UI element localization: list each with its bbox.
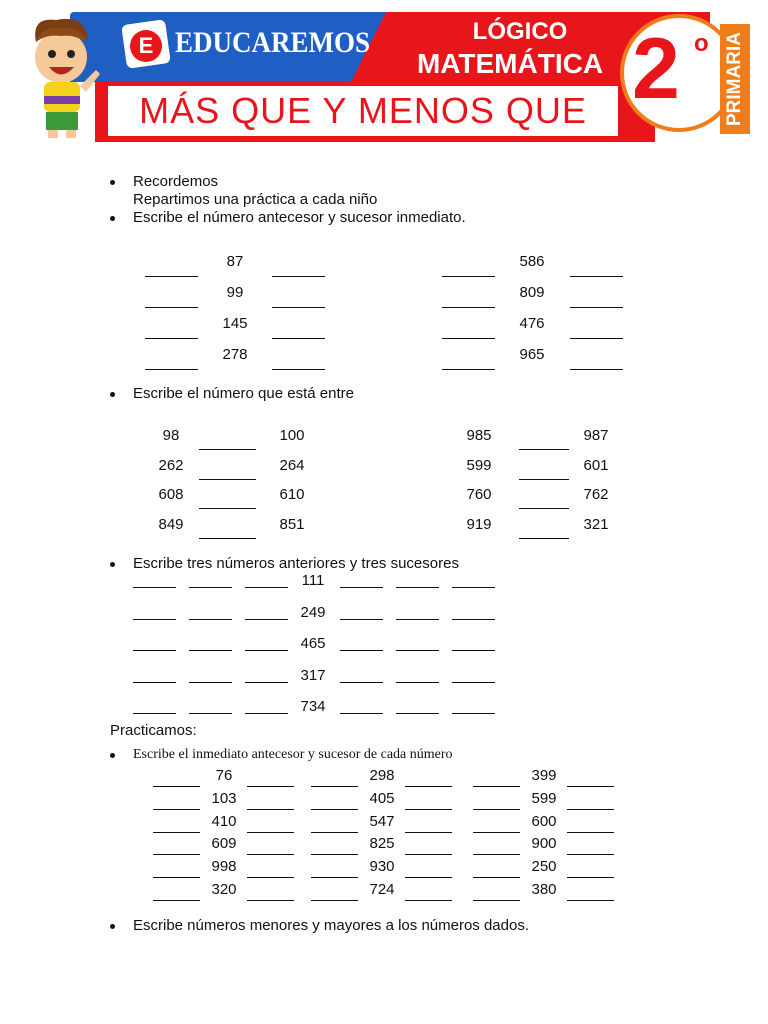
answer-blank[interactable] bbox=[340, 650, 383, 651]
given-number: 262 bbox=[158, 456, 184, 474]
answer-blank[interactable] bbox=[145, 338, 198, 339]
given-number: 547 bbox=[369, 812, 395, 830]
answer-blank[interactable] bbox=[145, 369, 198, 370]
answer-blank[interactable] bbox=[396, 713, 439, 714]
answer-blank[interactable] bbox=[189, 650, 232, 651]
answer-blank[interactable] bbox=[311, 809, 358, 810]
answer-blank[interactable] bbox=[570, 369, 623, 370]
given-number: 410 bbox=[211, 812, 237, 830]
given-number: 724 bbox=[369, 881, 395, 898]
answer-blank[interactable] bbox=[452, 587, 495, 588]
answer-blank[interactable] bbox=[153, 809, 200, 810]
given-number: 399 bbox=[531, 767, 557, 784]
answer-blank[interactable] bbox=[153, 900, 200, 901]
answer-blank[interactable] bbox=[133, 682, 176, 683]
practice-instruction: Escribe el inmediato antecesor y sucesor de cada número bbox=[133, 747, 453, 762]
answer-blank[interactable] bbox=[153, 854, 200, 855]
answer-blank[interactable] bbox=[199, 508, 256, 509]
answer-blank[interactable] bbox=[405, 877, 452, 878]
given-number: 586 bbox=[519, 253, 545, 270]
answer-blank[interactable] bbox=[245, 650, 288, 651]
answer-blank[interactable] bbox=[189, 682, 232, 683]
answer-blank[interactable] bbox=[442, 369, 495, 370]
given-number: 278 bbox=[222, 346, 248, 363]
answer-blank[interactable] bbox=[567, 877, 614, 878]
given-number: 809 bbox=[519, 284, 545, 301]
answer-blank[interactable] bbox=[567, 854, 614, 855]
brand-name: EDUCAREMOS bbox=[175, 26, 371, 59]
answer-blank[interactable] bbox=[452, 713, 495, 714]
answer-blank[interactable] bbox=[245, 587, 288, 588]
answer-blank[interactable] bbox=[133, 619, 176, 620]
given-number: 608 bbox=[158, 486, 184, 503]
given-number: 851 bbox=[279, 515, 305, 533]
given-number: 998 bbox=[211, 858, 237, 876]
answer-blank[interactable] bbox=[519, 508, 569, 509]
answer-blank[interactable] bbox=[570, 338, 623, 339]
answer-blank[interactable] bbox=[396, 682, 439, 683]
bullet-icon bbox=[110, 562, 115, 567]
answer-blank[interactable] bbox=[570, 276, 623, 277]
answer-blank[interactable] bbox=[519, 479, 569, 480]
answer-blank[interactable] bbox=[567, 809, 614, 810]
given-number: 111 bbox=[301, 572, 325, 589]
given-number: 599 bbox=[531, 789, 557, 807]
given-number: 76 bbox=[215, 767, 233, 784]
answer-blank[interactable] bbox=[199, 449, 256, 450]
page-title: MÁS QUE Y MENOS QUE bbox=[139, 90, 587, 131]
intro-line-3: Escribe el número antecesor y sucesor inmediato. bbox=[133, 209, 466, 226]
given-number: 250 bbox=[531, 858, 557, 876]
answer-blank[interactable] bbox=[340, 713, 383, 714]
answer-blank[interactable] bbox=[189, 587, 232, 588]
answer-blank[interactable] bbox=[396, 650, 439, 651]
bullet-icon bbox=[110, 753, 115, 758]
answer-blank[interactable] bbox=[311, 786, 358, 787]
bullet-icon bbox=[110, 216, 115, 221]
practice-heading: Practicamos: bbox=[110, 722, 197, 739]
subject-line-1: LÓGICO bbox=[472, 18, 568, 45]
answer-blank[interactable] bbox=[272, 369, 325, 370]
given-number: 610 bbox=[279, 486, 305, 503]
answer-blank[interactable] bbox=[153, 877, 200, 878]
answer-blank[interactable] bbox=[145, 307, 198, 308]
answer-blank[interactable] bbox=[473, 854, 520, 855]
given-number: 320 bbox=[211, 881, 237, 898]
answer-blank[interactable] bbox=[133, 713, 176, 714]
given-number: 930 bbox=[369, 858, 395, 876]
answer-blank[interactable] bbox=[473, 877, 520, 878]
given-number: 103 bbox=[211, 789, 237, 807]
answer-blank[interactable] bbox=[570, 307, 623, 308]
given-number: 734 bbox=[300, 698, 326, 715]
given-number: 87 bbox=[226, 253, 244, 270]
answer-blank[interactable] bbox=[145, 276, 198, 277]
answer-blank[interactable] bbox=[340, 587, 383, 588]
answer-blank[interactable] bbox=[245, 713, 288, 714]
answer-blank[interactable] bbox=[405, 809, 452, 810]
answer-blank[interactable] bbox=[311, 832, 358, 833]
given-number: 465 bbox=[300, 635, 326, 652]
answer-blank[interactable] bbox=[473, 786, 520, 787]
cartoon-boy-icon bbox=[16, 12, 106, 142]
answer-blank[interactable] bbox=[473, 900, 520, 901]
answer-blank[interactable] bbox=[199, 479, 256, 480]
given-number: 321 bbox=[583, 515, 609, 533]
answer-blank[interactable] bbox=[452, 619, 495, 620]
given-number: 601 bbox=[583, 456, 609, 474]
grade-suffix: o bbox=[694, 30, 709, 57]
answer-blank[interactable] bbox=[452, 682, 495, 683]
answer-blank[interactable] bbox=[311, 877, 358, 878]
subject-line-2: MATEMÁTICA bbox=[416, 48, 604, 79]
answer-blank[interactable] bbox=[567, 900, 614, 901]
given-number: 476 bbox=[519, 315, 545, 332]
given-number: 762 bbox=[583, 486, 609, 503]
given-number: 405 bbox=[369, 789, 395, 807]
given-number: 99 bbox=[226, 284, 244, 301]
answer-blank[interactable] bbox=[133, 650, 176, 651]
given-number: 760 bbox=[466, 486, 492, 503]
answer-blank[interactable] bbox=[247, 877, 294, 878]
answer-blank[interactable] bbox=[405, 854, 452, 855]
answer-blank[interactable] bbox=[311, 854, 358, 855]
given-number: 298 bbox=[369, 767, 395, 784]
answer-blank[interactable] bbox=[247, 900, 294, 901]
bullet-icon bbox=[110, 180, 115, 185]
given-number: 599 bbox=[466, 456, 492, 474]
given-number: 380 bbox=[531, 881, 557, 898]
answer-blank[interactable] bbox=[272, 338, 325, 339]
answer-blank[interactable] bbox=[442, 276, 495, 277]
answer-blank[interactable] bbox=[340, 682, 383, 683]
answer-blank[interactable] bbox=[519, 538, 569, 539]
bullet-icon bbox=[110, 392, 115, 397]
given-number: 317 bbox=[300, 666, 326, 684]
answer-blank[interactable] bbox=[567, 832, 614, 833]
answer-blank[interactable] bbox=[153, 832, 200, 833]
given-number: 919 bbox=[466, 515, 492, 533]
answer-blank[interactable] bbox=[189, 619, 232, 620]
answer-blank[interactable] bbox=[245, 619, 288, 620]
answer-blank[interactable] bbox=[519, 449, 569, 450]
bullet-icon bbox=[110, 924, 115, 929]
given-number: 264 bbox=[279, 456, 305, 474]
answer-blank[interactable] bbox=[247, 809, 294, 810]
given-number: 249 bbox=[300, 603, 326, 621]
answer-blank[interactable] bbox=[340, 619, 383, 620]
header-banner bbox=[0, 0, 768, 150]
answer-blank[interactable] bbox=[311, 900, 358, 901]
given-number: 100 bbox=[279, 427, 305, 444]
answer-blank[interactable] bbox=[245, 682, 288, 683]
answer-blank[interactable] bbox=[473, 832, 520, 833]
answer-blank[interactable] bbox=[442, 338, 495, 339]
answer-blank[interactable] bbox=[272, 307, 325, 308]
answer-blank[interactable] bbox=[247, 832, 294, 833]
answer-blank[interactable] bbox=[396, 587, 439, 588]
answer-blank[interactable] bbox=[153, 786, 200, 787]
given-number: 825 bbox=[369, 835, 395, 853]
answer-blank[interactable] bbox=[199, 538, 256, 539]
answer-blank[interactable] bbox=[189, 713, 232, 714]
answer-blank[interactable] bbox=[405, 900, 452, 901]
given-number: 900 bbox=[531, 835, 557, 853]
answer-blank[interactable] bbox=[247, 854, 294, 855]
answer-blank[interactable] bbox=[405, 832, 452, 833]
given-number: 98 bbox=[162, 427, 180, 444]
given-number: 609 bbox=[211, 835, 237, 853]
given-number: 600 bbox=[531, 812, 557, 830]
answer-blank[interactable] bbox=[405, 786, 452, 787]
given-number: 965 bbox=[519, 346, 545, 363]
logo-letter: E bbox=[130, 30, 162, 62]
level-label: PRIMARIA bbox=[724, 32, 745, 126]
answer-blank[interactable] bbox=[396, 619, 439, 620]
grade-number: 2 bbox=[632, 21, 680, 117]
given-number: 987 bbox=[583, 427, 609, 444]
given-number: 145 bbox=[222, 315, 248, 332]
last-instruction: Escribe números menores y mayores a los números dados. bbox=[133, 917, 530, 934]
section-3-instruction: Escribe tres números anteriores y tres sucesores bbox=[133, 555, 459, 572]
answer-blank[interactable] bbox=[133, 587, 176, 588]
answer-blank[interactable] bbox=[473, 809, 520, 810]
given-number: 985 bbox=[466, 427, 492, 444]
answer-blank[interactable] bbox=[247, 786, 294, 787]
section-2-instruction: Escribe el número que está entre bbox=[133, 385, 354, 402]
given-number: 849 bbox=[158, 515, 184, 533]
answer-blank[interactable] bbox=[452, 650, 495, 651]
answer-blank[interactable] bbox=[567, 786, 614, 787]
intro-line-1: Recordemos bbox=[133, 173, 219, 190]
answer-blank[interactable] bbox=[442, 307, 495, 308]
answer-blank[interactable] bbox=[272, 276, 325, 277]
intro-line-2: Repartimos una práctica a cada niño bbox=[133, 191, 378, 208]
